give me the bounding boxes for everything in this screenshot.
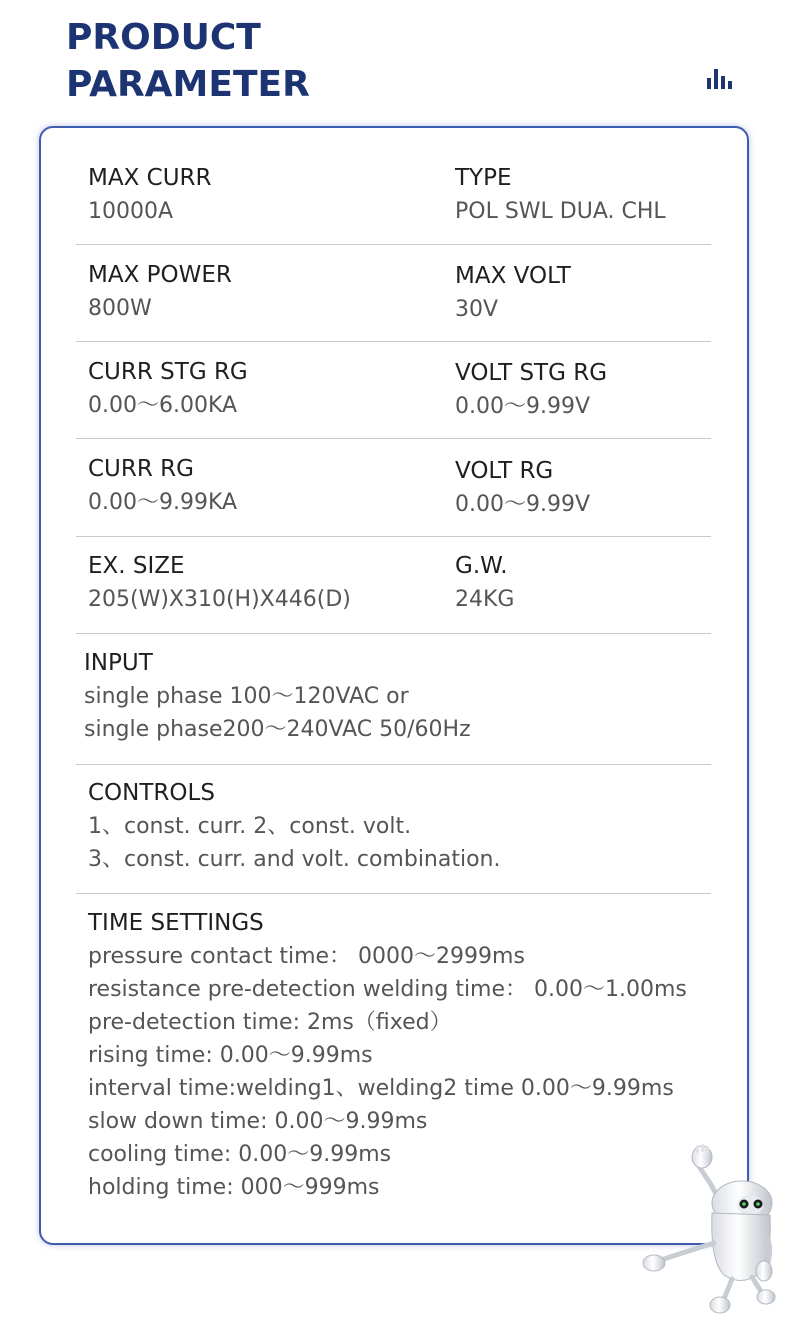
type-value: POL SWL DUA. CHL — [455, 199, 666, 224]
ex-size-value: 205(W)X310(H)X446(D) — [88, 587, 351, 612]
time-setting-line: slow down time: 0.00～9.99ms — [88, 1109, 428, 1134]
ex-size-label: EX. SIZE — [88, 553, 185, 579]
curr-rg-value: 0.00～9.99KA — [88, 490, 238, 515]
curr-rg-label: CURR RG — [88, 456, 194, 482]
divider — [76, 244, 711, 245]
page-title — [66, 14, 310, 108]
divider — [76, 536, 711, 537]
curr-stg-rg-value: 0.00～6.00KA — [88, 393, 238, 418]
gw-label: G.W. — [455, 553, 508, 579]
volt-stg-rg-value: 0.00～9.99V — [455, 394, 591, 419]
time-setting-line: interval time:welding1、welding2 time 0.00～9.99ms — [88, 1076, 674, 1101]
max-power-label: MAX POWER — [88, 262, 232, 288]
page-title-line2: PARAMETER — [66, 64, 310, 105]
time-setting-line: holding time: 000～999ms — [88, 1175, 380, 1200]
time-setting-line: cooling time: 0.00～9.99ms — [88, 1142, 392, 1167]
max-curr-label: MAX CURR — [88, 165, 212, 191]
time-setting-line: rising time: 0.00～9.99ms — [88, 1043, 373, 1068]
max-power-value: 800W — [88, 296, 152, 321]
controls-label: CONTROLS — [88, 780, 215, 806]
controls-line: 3、const. curr. and volt. combination. — [88, 847, 501, 872]
input-line: single phase200～240VAC 50/60Hz — [84, 717, 471, 742]
time-setting-line: pre-detection time: 2ms（fixed） — [88, 1010, 452, 1035]
time-setting-line: pressure contact time： 0000～2999ms — [88, 944, 525, 969]
time-settings-label: TIME SETTINGS — [88, 910, 264, 936]
divider — [76, 633, 711, 634]
max-volt-label: MAX VOLT — [455, 263, 571, 289]
input-label: INPUT — [84, 650, 153, 676]
gw-value: 24KG — [455, 587, 515, 612]
divider — [76, 341, 711, 342]
input-line: single phase 100～120VAC or — [84, 684, 409, 709]
time-setting-line: resistance pre-detection welding time： 0.00～1.00ms — [88, 977, 687, 1002]
robot-mascot-icon — [640, 1143, 780, 1318]
divider — [76, 438, 711, 439]
max-volt-value: 30V — [455, 297, 499, 322]
max-curr-value: 10000A — [88, 199, 174, 224]
page-title-line1: PRODUCT — [66, 17, 261, 58]
volt-stg-rg-label: VOLT STG RG — [455, 360, 608, 386]
controls-line: 1、const. curr. 2、const. volt. — [88, 814, 412, 839]
divider — [76, 893, 711, 894]
divider — [76, 764, 711, 765]
volt-rg-value: 0.00～9.99V — [455, 492, 591, 517]
type-label: TYPE — [455, 165, 512, 191]
volt-rg-label: VOLT RG — [455, 458, 554, 484]
bar-chart-icon — [707, 69, 733, 89]
curr-stg-rg-label: CURR STG RG — [88, 359, 248, 385]
